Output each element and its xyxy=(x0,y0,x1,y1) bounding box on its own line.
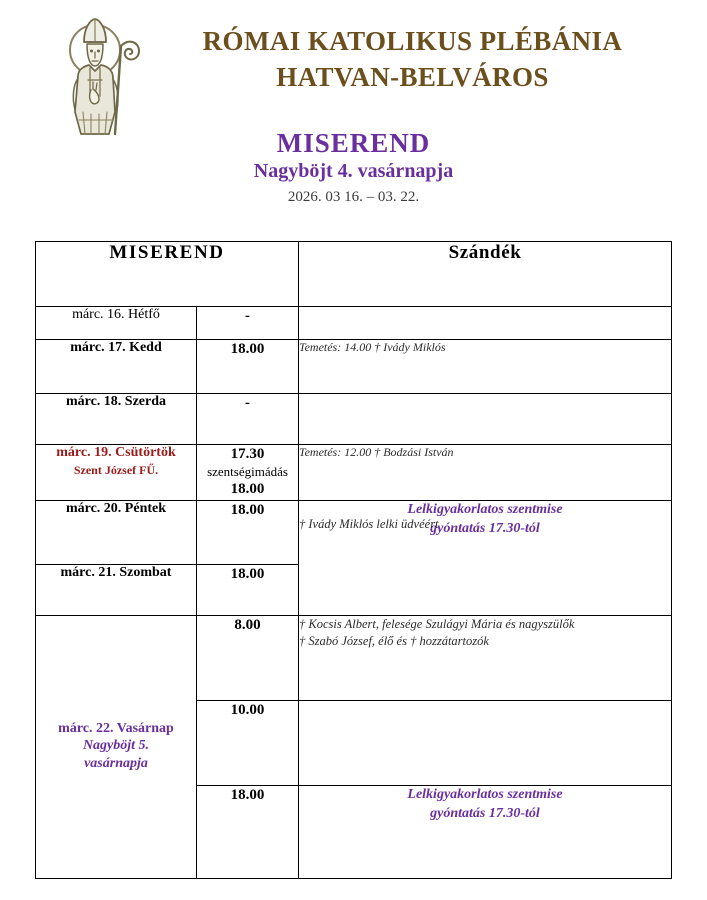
burial-note-tuesday: Temetés: 14.00 † Ivády Miklós xyxy=(299,340,446,354)
intention-sunday-0800-line2: † Szabó József, élő és † hozzátartozók xyxy=(299,633,489,648)
intention-monday xyxy=(299,307,672,340)
table-row xyxy=(36,340,672,394)
table-row xyxy=(36,307,672,340)
table-row xyxy=(36,501,672,565)
day-label-saturday: márc. 21. Szombat xyxy=(36,565,197,616)
intention-sunday-1000 xyxy=(299,701,672,786)
document-header xyxy=(0,0,707,220)
time-sunday-0800: 8.00 xyxy=(197,616,299,701)
parish-name-line2: HATVAN-BELVÁROS xyxy=(276,61,549,92)
time-wednesday: - xyxy=(197,394,299,445)
time-sunday-1000: 10.00 xyxy=(197,701,299,786)
day-label-friday: márc. 20. Péntek xyxy=(36,501,197,565)
time-thursday-note: szentségimádás xyxy=(207,463,288,479)
mass-schedule-table-wrapper xyxy=(35,241,671,879)
date-range: 2026. 03 16. – 03. 22. xyxy=(287,189,420,205)
column-header-schedule: MISEREND xyxy=(36,242,299,307)
bishop-saint-engraving-icon xyxy=(57,16,145,140)
time-monday: - xyxy=(197,307,299,340)
time-thursday-mass: 18.00 xyxy=(230,481,265,497)
parish-name xyxy=(140,24,685,95)
intention-saturday: † Ivády Miklós lelki üdvéért xyxy=(299,516,439,531)
intention-thursday xyxy=(299,445,672,501)
day-label-sunday xyxy=(36,616,197,879)
day-label-thursday xyxy=(36,445,197,501)
retreat-notice-sunday xyxy=(299,786,671,824)
sunday-season-line2: vasárnapja xyxy=(84,756,148,771)
burial-note-thursday: Temetés: 12.00 † Bodzási István xyxy=(299,445,454,459)
day-label-tuesday: márc. 17. Kedd xyxy=(36,340,197,394)
retreat-line-2: gyóntatás 17.30-tól xyxy=(430,520,540,536)
time-sunday-1800: 18.00 xyxy=(197,786,299,879)
time-saturday: 18.00 xyxy=(197,565,299,616)
day-label-wednesday: márc. 18. Szerda xyxy=(36,394,197,445)
intention-sunday-0800-line1: † Kocsis Albert, felesége Szulágyi Mária és nagyszülők xyxy=(299,617,575,631)
table-row xyxy=(36,445,672,501)
intention-tuesday xyxy=(299,340,672,394)
page-title: MISEREND xyxy=(276,128,431,158)
intention-wednesday xyxy=(299,394,672,445)
retreat-sunday-line-2: gyóntatás 17.30-tól xyxy=(430,805,540,821)
retreat-line-1: Lelkigyakorlatos szentmise xyxy=(407,502,563,517)
feast-name-thursday: Szent József FŰ. xyxy=(73,463,159,477)
time-thursday-adoration: 17.30 xyxy=(230,446,265,462)
day-label-monday: márc. 16. Hétfő xyxy=(36,307,197,340)
time-tuesday: 18.00 xyxy=(197,340,299,394)
intention-friday-saturday-merged xyxy=(299,501,672,616)
intention-sunday-1800 xyxy=(299,786,672,879)
parish-name-line1: RÓMAI KATOLIKUS PLÉBÁNIA xyxy=(202,26,623,56)
day-name-sunday: márc. 22. Vasárnap xyxy=(58,721,174,737)
table-row xyxy=(36,616,672,701)
table-header-row xyxy=(36,242,672,307)
retreat-sunday-line-1: Lelkigyakorlatos szentmise xyxy=(407,787,563,802)
page-subtitle: Nagyböjt 4. vasárnapja xyxy=(253,160,454,182)
time-friday: 18.00 xyxy=(197,501,299,565)
sunday-season-line1: Nagyböjt 5. xyxy=(82,738,150,754)
intention-sunday-0800 xyxy=(299,616,672,701)
mass-schedule-table xyxy=(35,241,672,879)
table-row xyxy=(36,394,672,445)
column-header-intention: Szándék xyxy=(299,242,672,307)
day-name-thursday: márc. 19. Csütörtök xyxy=(56,445,176,460)
time-thursday xyxy=(197,445,299,501)
